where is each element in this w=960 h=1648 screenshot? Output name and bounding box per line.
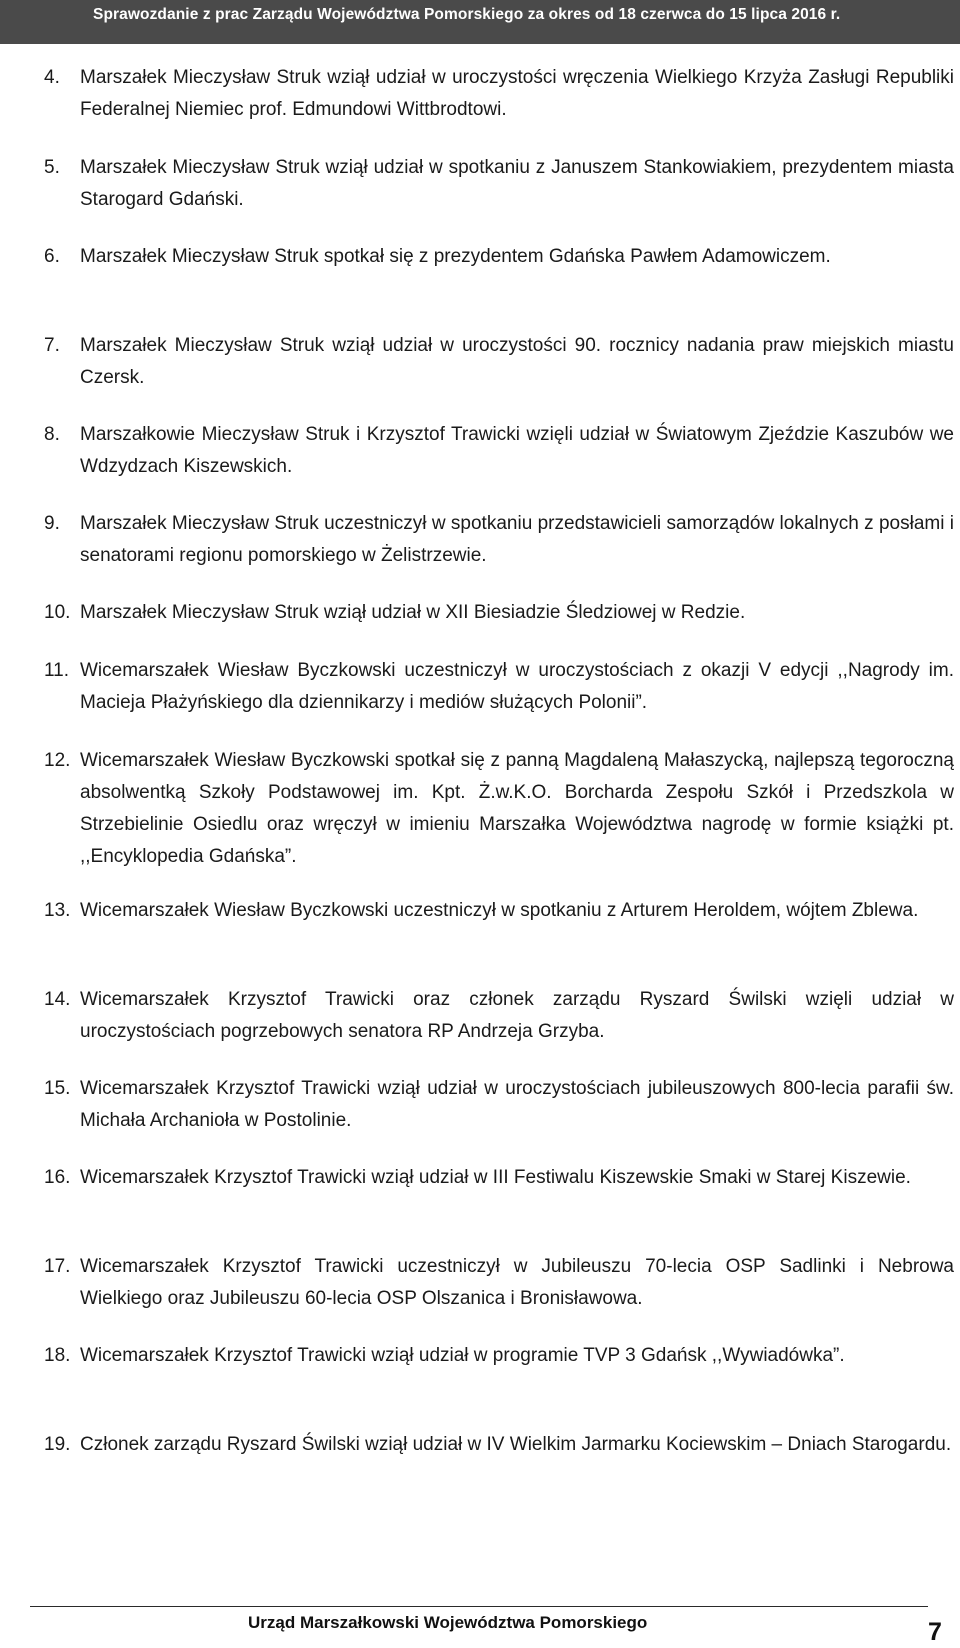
footer-institution: Urząd Marszałkowski Województwa Pomorskiego — [248, 1613, 648, 1632]
list-item — [44, 745, 954, 873]
item-text: Marszałek Mieczysław Struk wziął udział w spotkaniu z Januszem Stankowiakiem, prezydentem miasta Starogard Gdański. — [80, 157, 954, 210]
list-item — [44, 419, 954, 483]
item-number: 5. — [44, 157, 60, 178]
item-number: 14. — [44, 989, 71, 1010]
item-number: 18. — [44, 1345, 71, 1366]
list-item — [44, 241, 954, 273]
item-text: Marszałek Mieczysław Struk wziął udział w XII Biesiadzie Śledziowej w Redzie. — [80, 602, 746, 623]
item-number: 16. — [44, 1167, 71, 1188]
item-number: 6. — [44, 246, 60, 267]
list-item — [44, 984, 954, 1048]
page-number: 7 — [928, 1618, 942, 1646]
header-title: Sprawozdanie z prac Zarządu Województwa Pomorskiego za okres od 18 czerwca do 15 lipca 2016 r. — [93, 6, 841, 23]
item-text: Marszałek Mieczysław Struk uczestniczył w spotkaniu przedstawicieli samorządów lokalnych z posłami i senatorami regionu pomorskiego w Żelistrzewie. — [80, 513, 954, 566]
item-text: Wicemarszałek Krzysztof Trawicki oraz członek zarządu Ryszard Świlski wzięli udział w uroczystościach pogrzebowych senatora RP Andrzeja Grzyba. — [80, 989, 954, 1042]
item-text: Wicemarszałek Krzysztof Trawicki wziął udział w III Festiwalu Kiszewskie Smaki w Starej Kiszewie. — [80, 1167, 911, 1188]
item-number: 17. — [44, 1256, 71, 1277]
list-item — [44, 152, 954, 216]
item-number: 9. — [44, 513, 60, 534]
list-item — [44, 1340, 954, 1372]
list-item — [44, 655, 954, 719]
item-text: Wicemarszałek Wiesław Byczkowski uczestniczył w spotkaniu z Arturem Heroldem, wójtem Zblewa. — [80, 900, 919, 921]
item-text: Wicemarszałek Krzysztof Trawicki wziął udział w uroczystościach jubileuszowych 800-lecia parafii św. Michała Archanioła w Postolinie. — [80, 1078, 954, 1131]
list-item — [44, 330, 954, 394]
list-item — [44, 508, 954, 572]
item-text: Marszałek Mieczysław Struk wziął udział w uroczystości wręczenia Wielkiego Krzyża Zasługi Republiki Federalnej Niemiec prof. Edmundowi Wittbrodtowi. — [80, 67, 954, 120]
item-number: 4. — [44, 67, 60, 88]
list-item — [44, 1162, 954, 1194]
list-item — [44, 597, 954, 629]
item-number: 15. — [44, 1078, 71, 1099]
list-item — [44, 1429, 954, 1461]
item-text: Marszałek Mieczysław Struk wziął udział w uroczystości 90. rocznicy nadania praw miejskich miastu Czersk. — [80, 335, 954, 388]
list-item — [44, 895, 954, 927]
item-text: Marszałkowie Mieczysław Struk i Krzysztof Trawicki wzięli udział w Światowym Zjeździe Kaszubów we Wdzydzach Kiszewskich. — [80, 424, 954, 477]
item-number: 12. — [44, 750, 71, 771]
item-number: 8. — [44, 424, 60, 445]
header-bar — [0, 0, 960, 44]
item-number: 13. — [44, 900, 71, 921]
item-text: Marszałek Mieczysław Struk spotkał się z prezydentem Gdańska Pawłem Adamowiczem. — [80, 246, 831, 267]
item-number: 10. — [44, 602, 71, 623]
item-text: Wicemarszałek Wiesław Byczkowski spotkał się z panną Magdaleną Małaszycką, najlepszą tegoroczną absolwentką Szkoły Podstawowej im. Kpt. Ż.w.K.O. Borcharda Zespołu Szkół i Przedszkola w Strzebielinie Osiedlu oraz wręczył w imieniu Marszałka Województwa nagrodę w formie książki pt. ,,Encyklopedia Gdańska”. — [80, 750, 954, 867]
item-number: 19. — [44, 1434, 71, 1455]
item-text: Wicemarszałek Krzysztof Trawicki uczestniczył w Jubileuszu 70-lecia OSP Sadlinki i Nebrowa Wielkiego oraz Jubileuszu 60-lecia OSP Olszanica i Bronisławowa. — [80, 1256, 954, 1309]
item-text: Wicemarszałek Wiesław Byczkowski uczestniczył w uroczystościach z okazji V edycji ,,Nagrody im. Macieja Płażyńskiego dla dziennikarzy i mediów służących Polonii”. — [80, 660, 954, 713]
list-item — [44, 1251, 954, 1315]
list-item — [44, 62, 954, 126]
footer-divider — [30, 1606, 928, 1607]
item-number: 7. — [44, 335, 60, 356]
list-item — [44, 1073, 954, 1137]
item-text: Członek zarządu Ryszard Świlski wziął udział w IV Wielkim Jarmarku Kociewskim – Dniach Starogardu. — [80, 1434, 952, 1455]
item-text: Wicemarszałek Krzysztof Trawicki wziął udział w programie TVP 3 Gdańsk ,,Wywiadówka”. — [80, 1345, 845, 1366]
item-number: 11. — [44, 660, 70, 681]
